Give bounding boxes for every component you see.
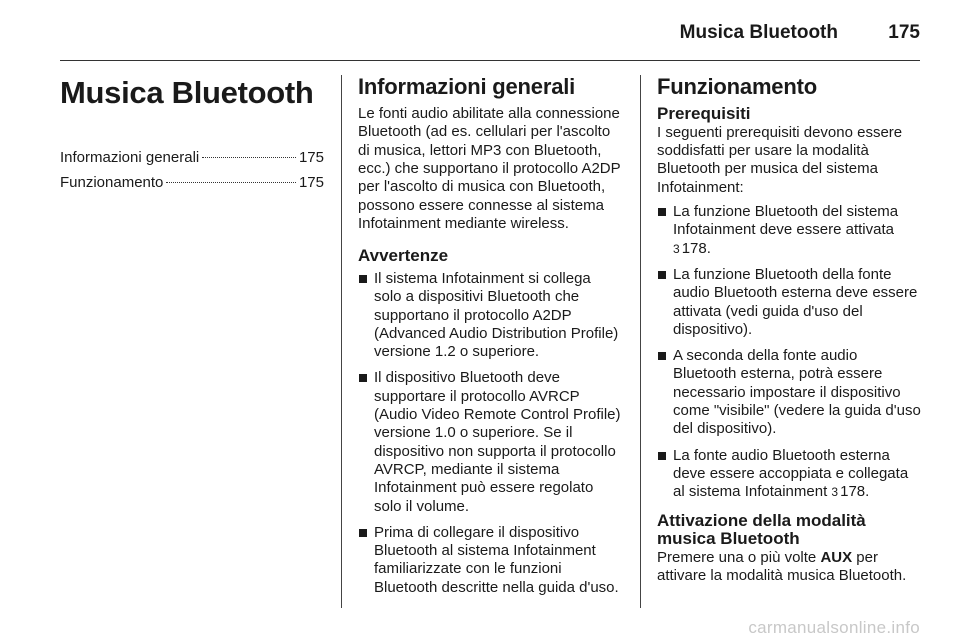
- running-header: [40, 18, 920, 58]
- warnings-list: [358, 270, 622, 597]
- list-item-text: La funzione Bluetooth della fonte audio Bluetooth esterna deve essere attivata (vedi guida d'uso del dispositivo).: [673, 265, 918, 338]
- page-number: 175: [888, 22, 920, 43]
- chapter-title: Musica Bluetooth: [60, 75, 314, 110]
- square-bullet-icon: [658, 352, 666, 360]
- aux-key-label: AUX: [820, 548, 853, 566]
- toc-leader-dots: [166, 182, 296, 183]
- square-bullet-icon: [359, 529, 367, 537]
- list-item: [358, 524, 622, 597]
- prerequisites-heading: Prerequisiti: [657, 104, 751, 124]
- square-bullet-icon: [658, 208, 666, 216]
- square-bullet-icon: [359, 374, 367, 382]
- toc-entry-page: 175: [298, 173, 324, 191]
- toc-entry[interactable]: [60, 174, 324, 199]
- list-item-text: La funzione Bluetooth del sistema Infotainment deve essere attivata: [673, 203, 899, 239]
- toc-entry[interactable]: [60, 149, 324, 174]
- list-item-text: Il sistema Infotainment si collega solo a dispositivi Bluetooth che supportano il protocollo A2DP (Advanced Audio Distribution Profile) versione 1.2 o superiore.: [374, 269, 619, 361]
- list-item-text: La fonte audio Bluetooth esterna deve essere accoppiata e collegata al sistema Infotainment: [673, 446, 909, 501]
- running-header-title: Musica Bluetooth: [679, 22, 838, 43]
- page-reference[interactable]: 178.: [840, 483, 870, 501]
- info-column: [358, 75, 622, 605]
- page-reference-icon: 3: [673, 241, 680, 256]
- header-rule: [60, 60, 920, 61]
- toc-entry-page: 175: [298, 148, 324, 166]
- activation-text-before: Premere una o più volte: [657, 548, 817, 566]
- watermark: carmanualsonline.info: [748, 618, 920, 637]
- list-item-text: A seconda della fonte audio Bluetooth esterna, potrà essere necessario impostare il dispositivo come "visibile" (vedere la guida d'uso del dispositivo).: [673, 347, 921, 438]
- column-divider-2: [640, 75, 641, 608]
- square-bullet-icon: [658, 452, 666, 460]
- prerequisites-intro: I seguenti prerequisiti devono essere soddisfatti per usare la modalità Bluetooth per musica del sistema Infotainment:: [657, 123, 903, 196]
- list-item: [657, 447, 921, 502]
- toc-leader-dots: [202, 157, 296, 158]
- toc-entry-label: Informazioni generali: [60, 148, 200, 166]
- chapter-toc: [60, 149, 324, 199]
- info-heading: Informazioni generali: [358, 74, 576, 99]
- list-item: [358, 270, 622, 361]
- info-paragraph: Le fonti audio abilitate alla connessione Bluetooth (ad es. cellulari per l'ascolto di musica, lettori MP3 con Bluetooth, ecc.) che supportano il protocollo A2DP per l'ascolto di musica con Bluetooth, possono essere connesse al sistema Infotainment mediante wireless.: [358, 105, 621, 232]
- square-bullet-icon: [658, 271, 666, 279]
- activation-heading: Attivazione della modalità musica Bluetooth: [657, 510, 866, 549]
- page-reference-icon: 3: [831, 485, 839, 500]
- list-item: [657, 347, 921, 438]
- page-reference[interactable]: 178.: [681, 239, 711, 257]
- operation-column: [657, 75, 921, 585]
- operation-heading: Funzionamento: [657, 74, 817, 99]
- activation-text-after: per attivare la modalità musica Bluetooth.: [657, 548, 907, 585]
- list-item: [657, 203, 921, 258]
- list-item: [358, 369, 622, 515]
- warnings-heading: Avvertenze: [358, 246, 449, 266]
- list-item-text: Prima di collegare il dispositivo Bluetooth al sistema Infotainment familiarizzate con le funzioni Bluetooth descritte nella guida d'uso.: [374, 523, 619, 596]
- square-bullet-icon: [359, 275, 367, 283]
- prerequisites-list: [657, 203, 921, 501]
- toc-entry-label: Funzionamento: [60, 173, 164, 191]
- list-item: [657, 266, 921, 339]
- activation-paragraph: [657, 549, 921, 586]
- chapter-column: [60, 75, 324, 199]
- list-item-text: Il dispositivo Bluetooth deve supportare il protocollo AVRCP (Audio Video Remote Control Profile) versione 1.0 o superiore. Se il dispositivo non supporta il protocollo AVRCP, mediante il sistema Infotainment può essere regolato solo il volume.: [374, 369, 621, 515]
- column-divider-1: [341, 75, 342, 608]
